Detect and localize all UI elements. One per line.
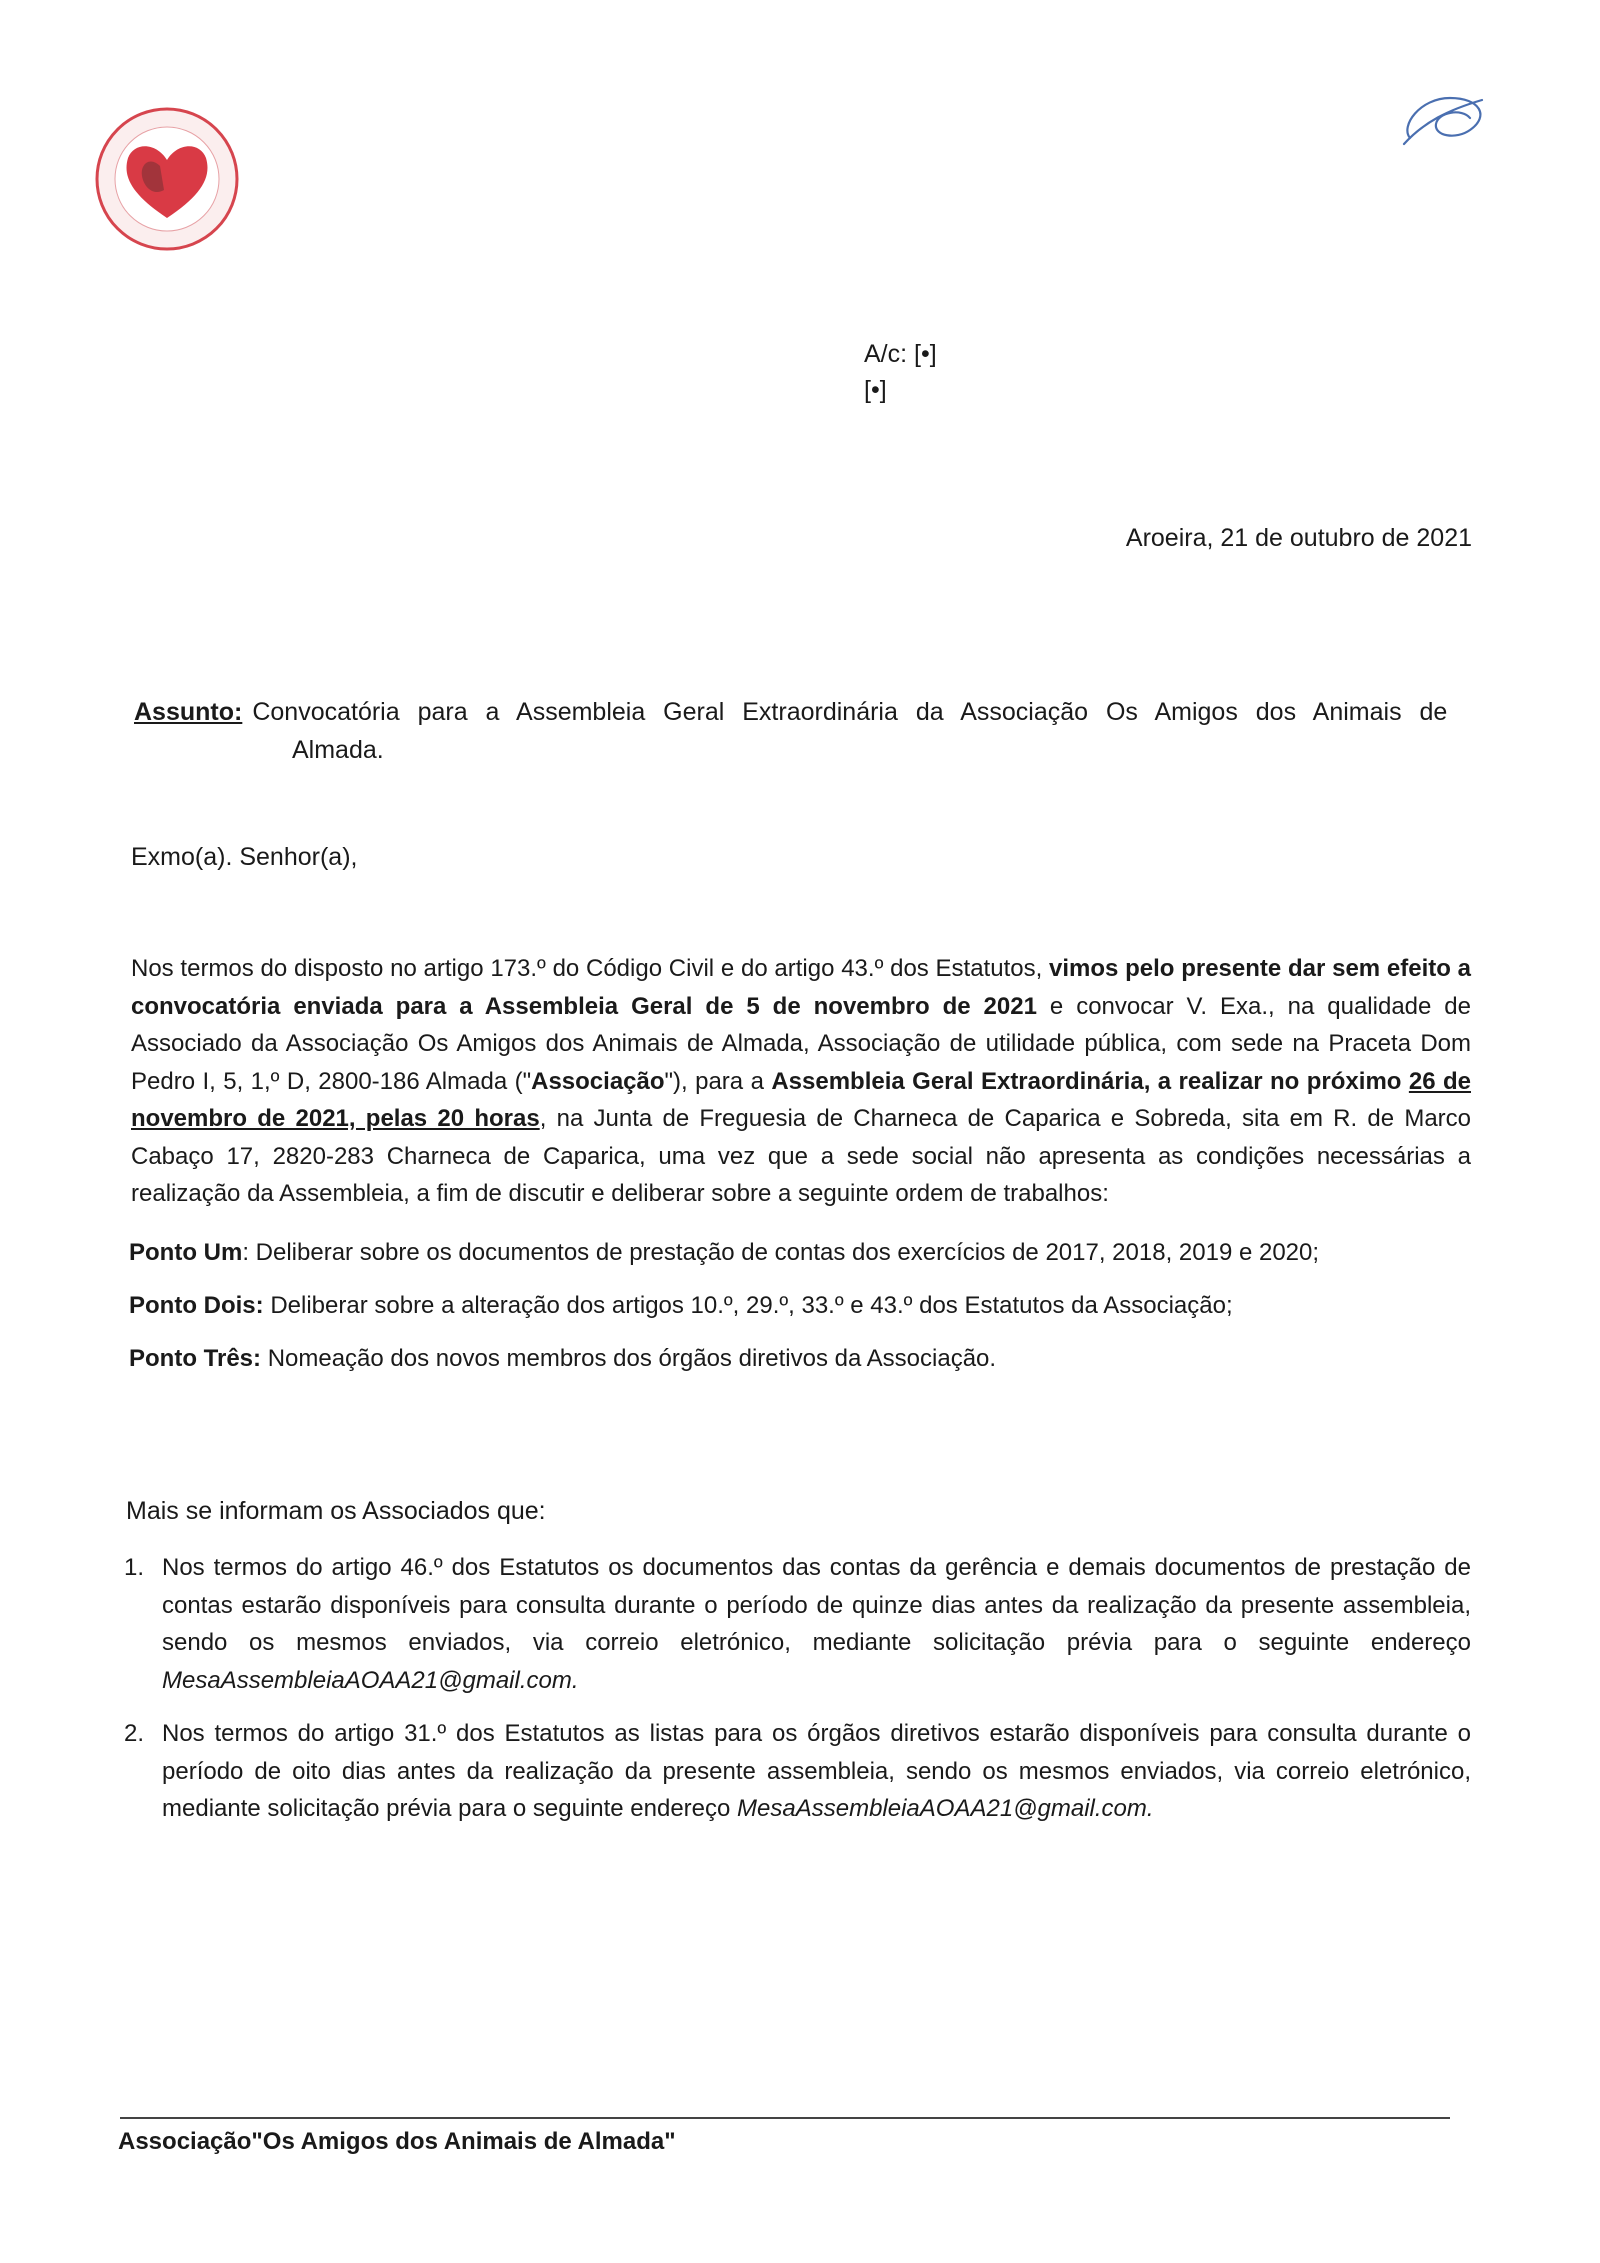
agenda-item: Ponto Um: Deliberar sobre os documentos de prestação de contas dos exercícios de 2017, 2018, 2019 e 2020;	[129, 1239, 1320, 1266]
meeting-date: 26 de novembro de 2021, pelas 20 horas	[131, 1067, 1471, 1132]
list-text: Nos termos do artigo 46.º dos Estatutos os documentos das contas da gerência e demais documentos de prestação de contas estarão disponíveis para consulta durante o período de quinze dias antes da realização da presente assembleia, sendo os mesmos enviados, via correio eletrónico, mediante solicitação prévia para o seguinte endereço	[162, 1554, 1471, 1656]
body-text: "), para a	[664, 1067, 772, 1095]
agenda-label: Ponto Três:	[129, 1345, 262, 1372]
logo-image	[94, 106, 240, 252]
body-text: Nos termos do disposto no artigo 173.º do Código Civil e do artigo 43.º dos Estatutos,	[131, 955, 1050, 982]
agenda-text: Deliberar sobre a alteração dos artigos 10.º, 29.º, 33.º e 43.º dos Estatutos da Associação;	[270, 1292, 1233, 1319]
numbered-list	[124, 1549, 1471, 1844]
agenda-label: Ponto Dois:	[129, 1292, 264, 1319]
agenda-label: Ponto Um	[129, 1239, 243, 1266]
list-text: Nos termos do artigo 31.º dos Estatutos as listas para os órgãos diretivos estarão disponíveis para consulta durante o período de oito dias antes da realização da presente assembleia, sendo os mesmos enviados, via correio eletrónico, mediante solicitação prévia para o seguinte endereço	[162, 1720, 1471, 1822]
letter-date: Aroeira, 21 de outubro de 2021	[1125, 524, 1472, 552]
list-number: 2.	[124, 1720, 145, 1747]
addressee-block	[864, 336, 937, 408]
subject-line	[134, 693, 1474, 769]
body-paragraph	[131, 950, 1471, 1213]
email-address: MesaAssembleiaAOAA21@gmail.com.	[162, 1666, 579, 1694]
addressee-line-1: A/c: [•]	[864, 340, 937, 368]
handwritten-mark	[1390, 86, 1500, 156]
body-bold-text: Associação	[531, 1067, 665, 1095]
agenda-item	[129, 1342, 1509, 1376]
association-logo	[94, 106, 240, 252]
body-bold-text: Assembleia Geral Extraordinária, a realizar no próximo	[771, 1067, 1409, 1095]
agenda-points	[129, 1236, 1509, 1395]
footer-association-name: Associação"Os Amigos dos Animais de Almada"	[118, 2128, 676, 2155]
agenda-text: Deliberar sobre os documentos de prestação de contas dos exercícios de 2017, 2018, 2019 e 2020;	[255, 1239, 1320, 1266]
list-item	[124, 1715, 1471, 1828]
addressee-line-2: [•]	[864, 376, 887, 404]
agenda-item	[129, 1289, 1509, 1323]
list-item	[124, 1549, 1471, 1699]
subject-text-line-1: Convocatória para a Assembleia Geral Extraordinária da Associação Os Amigos dos Animais de	[252, 698, 1448, 726]
agenda-text: Nomeação dos novos membros dos órgãos diretivos da Associação.	[267, 1345, 997, 1372]
subject-text-line-2: Almada.	[292, 736, 384, 764]
subject-label: Assunto:	[134, 698, 243, 726]
email-address: MesaAssembleiaAOAA21@gmail.com.	[737, 1795, 1154, 1822]
body-bold-text: vimos pelo presente dar sem efeito a convocatória enviada para a Assembleia Geral de 5 de novembro de 2021	[131, 955, 1471, 1020]
list-number: 1.	[124, 1554, 145, 1581]
body-text: , na Junta de Freguesia de Charneca de Caparica e Sobreda, sita em R. de Marco Cabaço 17, 2820-283 Charneca de Caparica, uma vez que a sede social não apresenta as condições necessárias a realização da Assembleia, a fim de discutir e deliberar sobre a seguinte ordem de trabalhos:	[131, 1105, 1472, 1207]
informa-heading: Mais se informam os Associados que:	[126, 1497, 546, 1525]
footer-divider	[120, 2117, 1450, 2119]
greeting: Exmo(a). Senhor(a),	[131, 843, 358, 871]
body-text: e convocar V. Exa., na qualidade de Associado da Associação Os Amigos dos Animais de Almada, Associação de utilidade pública, com sede na Praceta Dom Pedro I, 5, 1,º D, 2800-186 Almada ("	[131, 992, 1472, 1095]
